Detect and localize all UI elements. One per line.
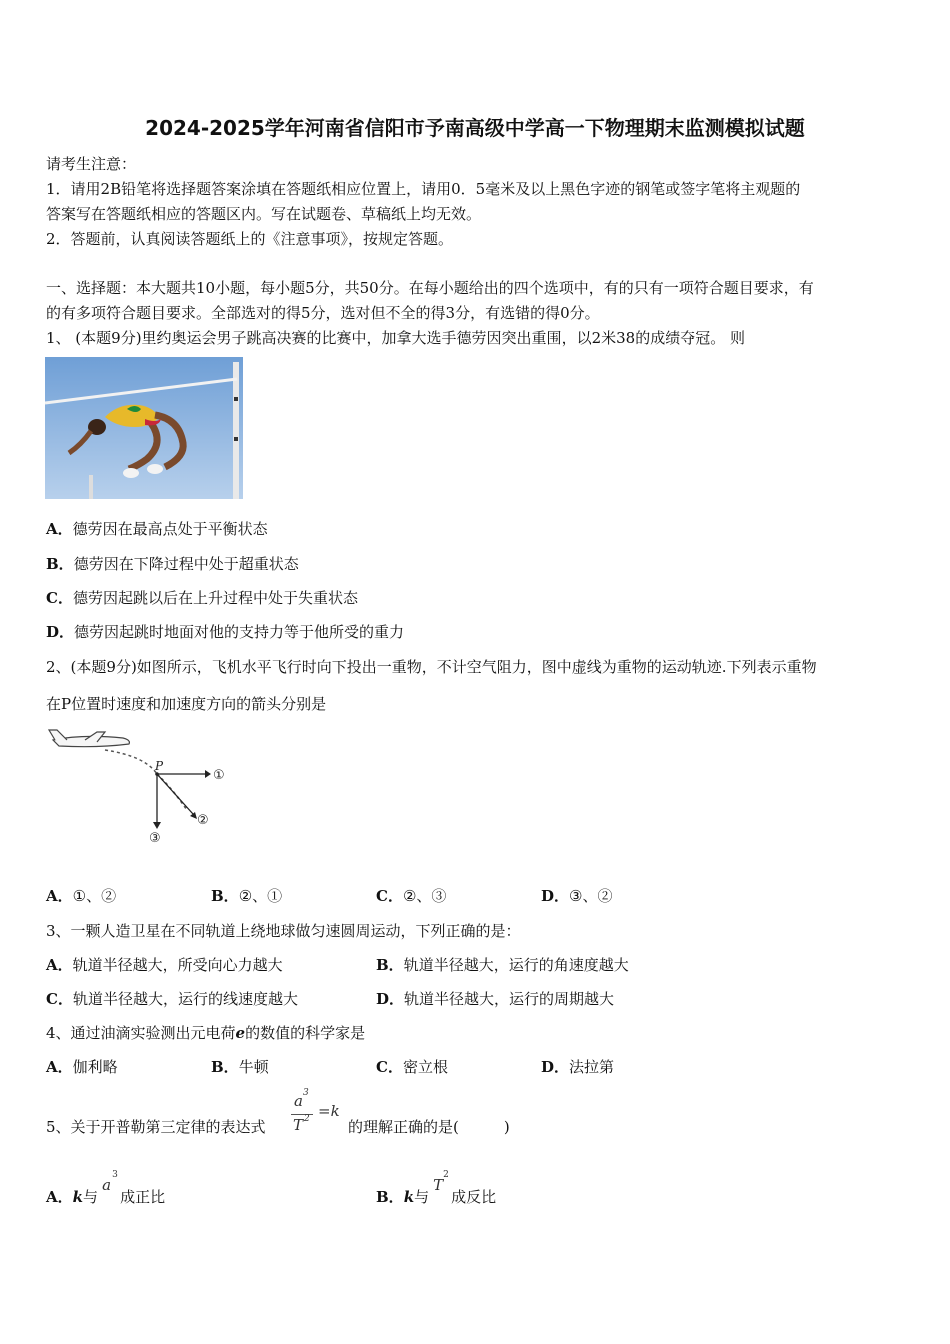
q3-option-a: A．轨道半径越大，所受向心力越大 <box>46 956 283 974</box>
question-1-stem: 1、 (本题9分)里约奥运会男子跳高决赛的比赛中，加拿大选手德劳因突出重围，以2米38的成绩夺冠。 则 <box>46 329 745 347</box>
arrow-2-label: ② <box>197 813 209 828</box>
section-1-line-2: 的有多项符合题目要求。全部选对的得5分，选对但不全的得3分，有选错的得0分。 <box>46 304 600 322</box>
arrow-3-label: ③ <box>149 831 161 846</box>
question-4-stem: 4、通过油滴实验测出元电荷e的数值的科学家是 <box>46 1024 366 1042</box>
q1-option-d: D．德劳因起跳时地面对他的支持力等于他所受的重力 <box>46 623 405 641</box>
q2-option-a: A．①、② <box>46 887 117 905</box>
notice-item-1-line-1: 1．请用2B铅笔将选择题答案涂填在答题纸相应位置上，请用0．5毫米及以上黑色字迹的钢笔或签字笔将主观题的 <box>46 180 801 198</box>
point-p-label: P <box>155 759 164 773</box>
question-3-stem: 3、一颗人造卫星在不同轨道上绕地球做匀速圆周运动，下列正确的是： <box>46 922 521 940</box>
notice-item-1-line-2: 答案写在答题纸相应的答题区内。写在试题卷、草稿纸上均无效。 <box>46 205 482 223</box>
q3-option-b: B．轨道半径越大，运行的角速度越大 <box>376 956 629 974</box>
kepler-formula: a 3 T 2 =k <box>293 1088 340 1134</box>
q4-option-b: B．牛顿 <box>211 1058 269 1076</box>
question-5-stem-pre: 5、关于开普勒第三定律的表达式 <box>46 1118 266 1136</box>
q3-option-d: D．轨道半径越大，运行的周期越大 <box>376 990 615 1008</box>
section-1-line-1: 一、选择题：本大题共10小题，每小题5分，共50分。在每小题给出的四个选项中，有的只有一项符合题目要求，有 <box>46 279 814 297</box>
q4-option-c: C．密立根 <box>376 1058 448 1076</box>
question-2-stem-line-1: 2、(本题9分)如图所示，飞机水平飞行时向下投出一重物，不计空气阻力，图中虚线为重物的运动轨迹.下列表示重物 <box>46 658 817 676</box>
q3-option-c: C．轨道半径越大，运行的线速度越大 <box>46 990 298 1008</box>
q5-option-b: B．k与 T 2 成反比 <box>376 1170 497 1206</box>
q2-option-d: D．③、② <box>541 887 613 905</box>
q4-option-d: D．法拉第 <box>541 1058 615 1076</box>
q2-option-b: B．②、① <box>211 887 283 905</box>
q5-option-a: A．k与 a 3 成正比 <box>46 1170 166 1206</box>
q1-option-a: A．德劳因在最高点处于平衡状态 <box>46 520 268 538</box>
q1-option-b: B．德劳因在下降过程中处于超重状态 <box>46 555 299 573</box>
notice-heading: 请考生注意： <box>46 155 137 173</box>
notice-item-2: 2．答题前，认真阅读答题纸上的《注意事项》，按规定答题。 <box>46 230 454 248</box>
question-5-stem-post: 的理解正确的是( ) <box>348 1118 510 1136</box>
q2-option-c: C．②、③ <box>376 887 447 905</box>
question-2-stem-line-2: 在P位置时速度和加速度方向的箭头分别是 <box>46 695 327 713</box>
airplane-icon <box>49 730 129 747</box>
q4-option-a: A．伽利略 <box>46 1058 118 1076</box>
arrow-1-label: ① <box>213 768 225 783</box>
q1-option-c: C．德劳因起跳以后在上升过程中处于失重状态 <box>46 589 358 607</box>
page-title: 2024-2025学年河南省信阳市予南高级中学高一下物理期末监测模拟试题 <box>145 116 805 140</box>
high-jump-photo <box>45 357 243 499</box>
airplane-trajectory-diagram <box>45 726 235 850</box>
